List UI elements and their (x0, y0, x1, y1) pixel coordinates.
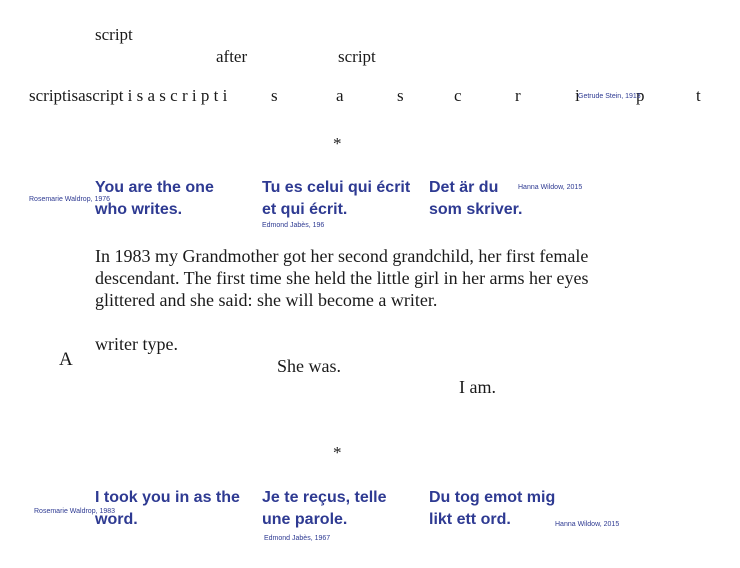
grandmother-paragraph: In 1983 my Grandmother got her second grandchild, her first female descendant. The first time she held the little girl in her arms her eyes glittered and she said: she will become a writer. (95, 246, 589, 310)
spread-letter: s (271, 86, 278, 105)
citation-waldrop: Rosemarie Waldrop, 1976 (29, 196, 111, 203)
quote-line: une parole. (262, 511, 348, 528)
quote-french (262, 487, 387, 531)
quote-french (262, 177, 410, 221)
quote-line: likt ett ord. (429, 511, 511, 528)
writer-type: writer type. (95, 334, 178, 354)
spread-letter: t (696, 86, 701, 105)
quote-line: et qui écrit. (262, 201, 348, 218)
asterisk-divider: * (333, 134, 342, 153)
quote-line: Tu es celui qui écrit (262, 179, 411, 196)
quote-swedish (429, 487, 555, 531)
citation-waldrop: Rosemarie Waldrop, 1983 (34, 508, 116, 515)
spread-letter: c (454, 86, 462, 105)
citation-wildow: Hanna Wildow, 2015 (555, 521, 620, 528)
letter-a: A (59, 349, 73, 370)
quote-line: word. (95, 511, 138, 528)
scriptisascript-line: scriptisascript i s a s c r i p t i (29, 86, 228, 105)
quote-line: Du tog emot mig (429, 489, 556, 506)
quote-line: who writes. (95, 201, 183, 218)
quote-line: I took you in as the (95, 489, 240, 506)
word-after: after (216, 47, 248, 66)
spread-letter: a (336, 86, 344, 105)
word-script-second: script (338, 47, 376, 66)
asterisk-divider: * (333, 443, 342, 462)
spread-letter: s (397, 86, 404, 105)
quote-line: som skriver. (429, 201, 523, 218)
i-am: I am. (459, 377, 496, 397)
citation-wildow: Hanna Wildow, 2015 (518, 184, 583, 191)
spread-letter: r (515, 86, 521, 105)
citation-jabes: Edmond Jabès, 1967 (264, 535, 331, 542)
citation-stein: Getrude Stein, 1913 (578, 93, 641, 100)
quote-line: Je te reçus, telle (262, 489, 387, 506)
spread-letter: i (575, 86, 580, 105)
quote-line: You are the one (95, 179, 214, 196)
quote-english (95, 177, 214, 221)
citation-jabes: Edmond Jabès, 196 (262, 222, 325, 229)
quote-swedish (429, 177, 522, 221)
she-was: She was. (277, 356, 341, 376)
quote-line: Det är du (429, 179, 499, 196)
word-script-top: script (95, 25, 133, 44)
quote-english (95, 487, 240, 531)
spread-letter: p (636, 86, 645, 105)
